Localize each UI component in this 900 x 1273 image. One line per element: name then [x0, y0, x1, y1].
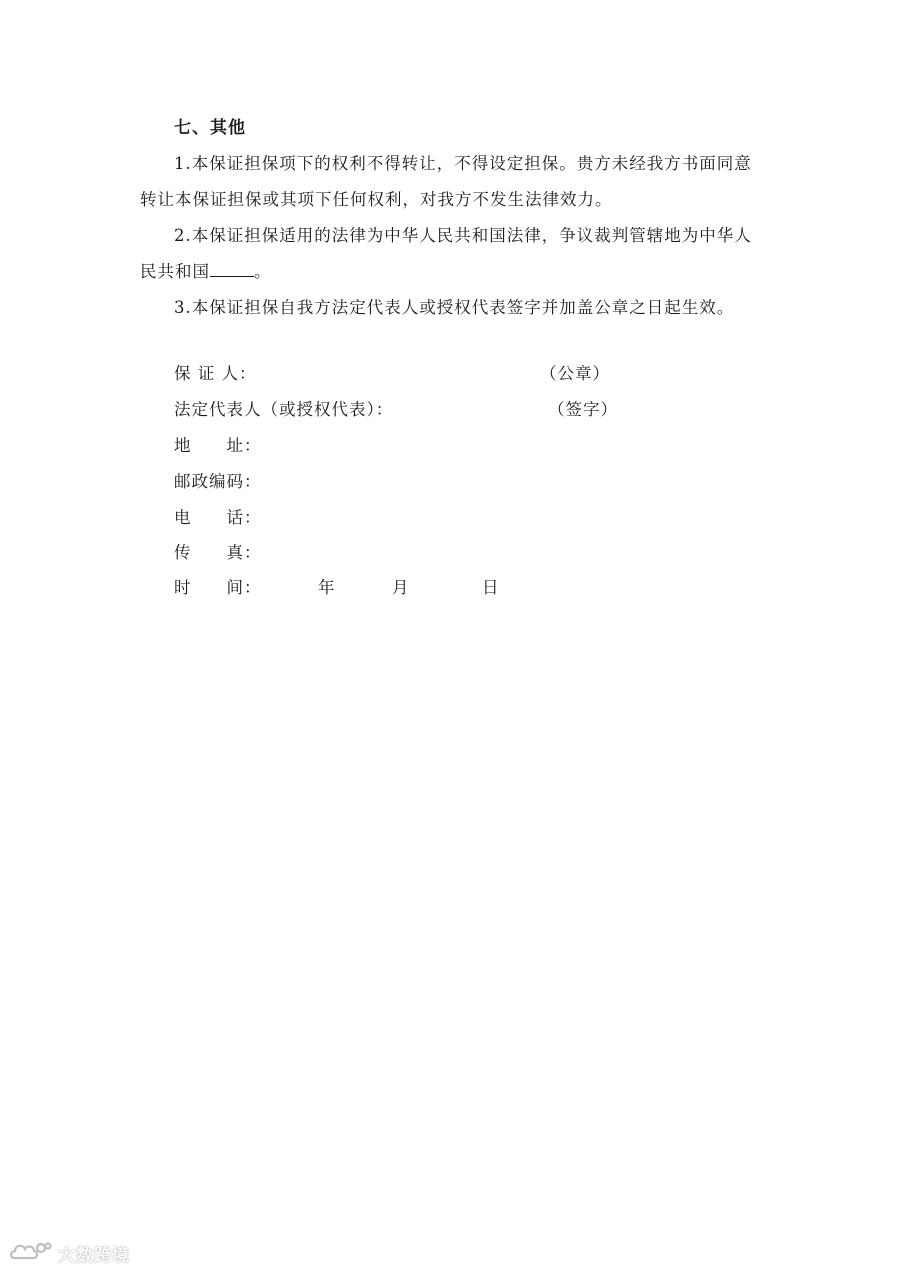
clause-2: [140, 218, 760, 290]
section-title: 七、其他: [174, 118, 246, 138]
phone-row: [174, 506, 262, 530]
clause-3: 3.本保证担保自我方法定代表人或授权代表签字并加盖公章之日起生效。: [174, 298, 735, 317]
month-label: 月: [392, 578, 409, 597]
clause-1: 1.本保证担保项下的权利不得转让，不得设定担保。贵方未经我方书面同意转让本保证担保或其项下任何权利，对我方不发生法律效力。: [140, 154, 752, 209]
phone-label: 电 话：: [174, 508, 262, 527]
watermark: [8, 1238, 130, 1268]
representative-label: 法定代表人（或授权代表）：: [174, 400, 394, 419]
representative-stamp: （签字）: [548, 400, 618, 419]
address-label: 地 址：: [174, 436, 262, 455]
clause-2-end: 。: [254, 262, 272, 281]
postcode-label: 邮政编码：: [174, 472, 262, 491]
guarantor-label: 保 证 人：: [174, 364, 257, 383]
fax-label: 传 真：: [174, 543, 262, 562]
guarantor-stamp: （公章）: [540, 364, 610, 383]
blank-line: [210, 258, 254, 277]
day-label: 日: [482, 578, 499, 597]
year-label: 年: [318, 578, 335, 597]
postcode-row: [174, 470, 262, 494]
fax-row: [174, 541, 262, 565]
cloud-logo-icon: [8, 1238, 52, 1268]
guarantor-row: [174, 362, 257, 386]
representative-row: [174, 398, 393, 422]
clause-2-text: 2.本保证担保适用的法律为中华人民共和国法律，争议裁判管辖地为中华人民共和国: [140, 226, 752, 281]
address-row: [174, 434, 262, 458]
date-label: 时 间：: [174, 578, 262, 597]
date-row: [174, 576, 262, 600]
watermark-text: 大数跨境: [58, 1245, 130, 1266]
